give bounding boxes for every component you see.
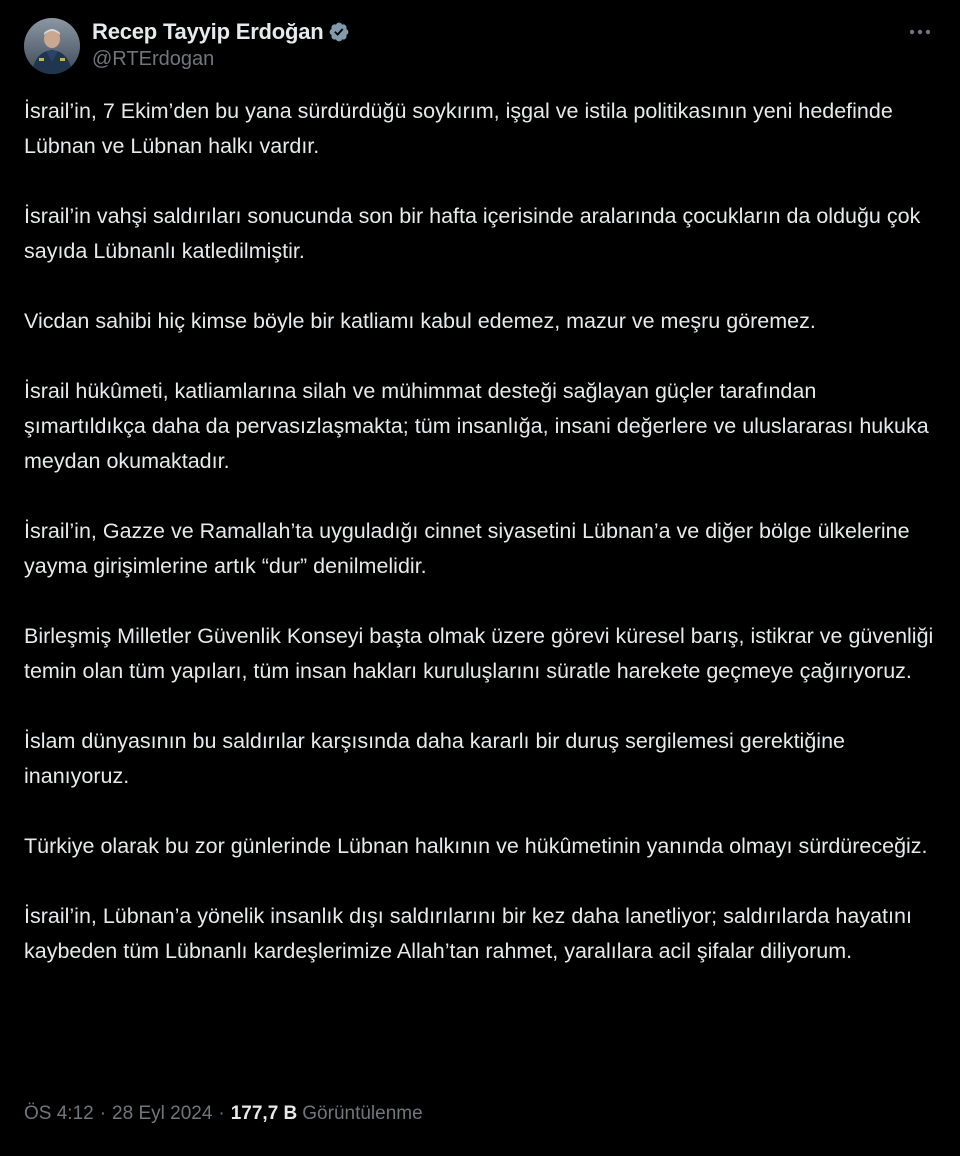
tweet-paragraph: İsrail hükûmeti, katliamlarına silah ve mühimmat desteği sağlayan güçler tarafından şımartıldıkça daha da pervasızlaşmakta; tüm insanlığa, insani değerlere ve uluslararası hukuka meydan okumaktadır. bbox=[24, 379, 929, 473]
author-handle[interactable]: @RTErdogan bbox=[92, 48, 215, 70]
tweet-paragraph: İsrail’in, 7 Ekim’den bu yana sürdürdüğü soykırım, işgal ve istila politikasının yeni hedefinde Lübnan ve Lübnan halkı vardır. bbox=[24, 99, 893, 158]
tweet-paragraph: İslam dünyasının bu saldırılar karşısında daha kararlı bir duruş sergilemesi gerektiğine inanıyoruz. bbox=[24, 729, 845, 788]
tweet-meta bbox=[24, 1103, 423, 1125]
meta-separator: · bbox=[218, 1103, 225, 1124]
tweet-paragraph: Birleşmiş Milletler Güvenlik Konseyi başta olmak üzere görevi küresel barış, istikrar ve güvenliği temin olan tüm yapıları, tüm insan hakları kuruluşlarını süratle harekete geçmeye çağırıyoruz. bbox=[24, 624, 934, 683]
tweet-date[interactable]: 28 Eyl 2024 bbox=[112, 1103, 213, 1124]
verified-badge-icon[interactable] bbox=[328, 21, 350, 43]
views-label[interactable]: Görüntülenme bbox=[302, 1103, 423, 1124]
tweet-text bbox=[24, 94, 940, 969]
tweet-time[interactable]: ÖS 4:12 bbox=[24, 1103, 94, 1124]
avatar[interactable] bbox=[24, 18, 80, 74]
display-name[interactable]: Recep Tayyip Erdoğan bbox=[92, 19, 324, 44]
tweet-paragraph: Türkiye olarak bu zor günlerinde Lübnan halkının ve hükûmetinin yanında olmayı sürdüreceğiz. bbox=[24, 834, 928, 858]
author-block bbox=[92, 18, 350, 71]
tweet-paragraph: Vicdan sahibi hiç kimse böyle bir katliamı kabul edemez, mazur ve meşru göremez. bbox=[24, 309, 816, 333]
name-row bbox=[92, 18, 350, 46]
tweet-header bbox=[24, 16, 936, 76]
tweet-paragraph: İsrail’in vahşi saldırıları sonucunda son bir hafta içerisinde aralarında çocukların da olduğu çok sayıda Lübnanlı katledilmiştir. bbox=[24, 204, 921, 263]
more-options-icon[interactable] bbox=[906, 20, 934, 44]
avatar-image bbox=[24, 18, 80, 74]
tweet-paragraph: İsrail’in, Gazze ve Ramallah’ta uyguladığı cinnet siyasetini Lübnan’a ve diğer bölge ülkelerine yayma girişimlerine artık “dur” denilmelidir. bbox=[24, 519, 910, 578]
tweet-paragraph: İsrail’in, Lübnan’a yönelik insanlık dışı saldırılarını bir kez daha lanetliyor; saldırılarda hayatını kaybeden tüm Lübnanlı kardeşlerimize Allah’tan rahmet, yaralılara acil şifalar diliyorum. bbox=[24, 904, 912, 963]
views-count[interactable]: 177,7 B bbox=[230, 1103, 298, 1124]
meta-separator: · bbox=[99, 1103, 107, 1124]
